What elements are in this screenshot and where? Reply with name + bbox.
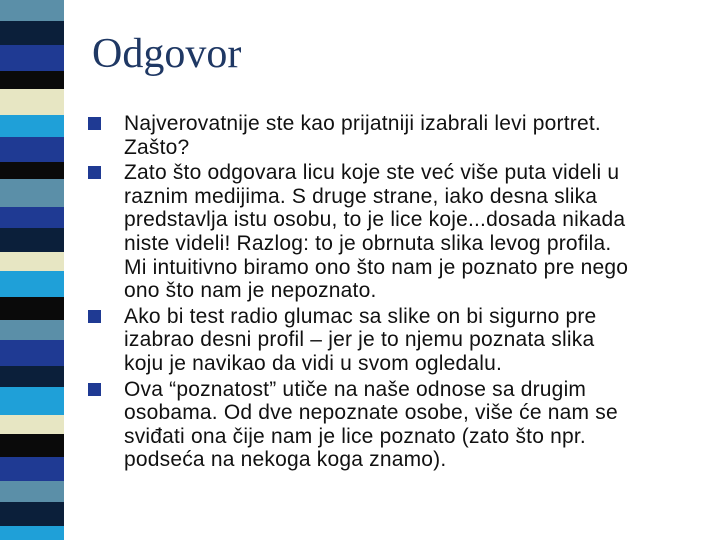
bullet-list	[88, 112, 700, 472]
bullet-text-line: Ako bi test radio glumac sa slike on bi sigurno pre	[124, 304, 597, 328]
bullet-text-line: osobama. Od dve nepoznate osobe, više će nam se	[124, 401, 618, 425]
slide-title: Odgovor	[92, 31, 242, 77]
stripe-block	[0, 21, 64, 45]
stripe-block	[0, 526, 64, 540]
bullet-item	[88, 112, 700, 159]
bullet-text-line: sviđati ona čije nam je lice poznato (zato što npr.	[124, 424, 586, 448]
stripe-block	[0, 0, 64, 21]
bullet-text-line: Mi intuitivno biramo ono što nam je poznato pre nego	[124, 255, 629, 279]
stripe-block	[0, 366, 64, 388]
stripe-block	[0, 45, 64, 72]
bullet-item	[88, 378, 700, 472]
square-bullet-icon	[88, 166, 101, 179]
bullet-text-line: podseća na nekoga koga znamo).	[124, 448, 447, 472]
square-bullet-icon	[88, 117, 101, 130]
bullet-text-line: koju je navikao da vidi u svom ogledalu.	[124, 351, 503, 375]
stripe-block	[0, 434, 64, 457]
stripe-block	[0, 207, 64, 228]
stripe-block	[0, 252, 64, 271]
bullet-text-line: niste videli! Razlog: to je obrnuta slika levog profila.	[124, 231, 612, 255]
bullet-item	[88, 161, 700, 303]
stripe-block	[0, 415, 64, 434]
square-bullet-icon	[88, 310, 101, 323]
stripe-block	[0, 89, 64, 115]
stripe-block	[0, 115, 64, 138]
stripe-block	[0, 387, 64, 414]
stripe-block	[0, 320, 64, 340]
stripe-block	[0, 481, 64, 502]
stripe-block	[0, 162, 64, 179]
bullet-text-line: Ova “poznatost” utiče na naše odnose sa drugim	[124, 377, 587, 401]
stripe-block	[0, 271, 64, 298]
square-bullet-icon	[88, 383, 101, 396]
stripe-block	[0, 71, 64, 89]
bullet-text-line: Zato što odgovara licu koje ste već više puta videli u	[124, 161, 620, 185]
bullet-text-line: ono što nam je nepoznato.	[124, 279, 377, 303]
stripe-block	[0, 228, 64, 252]
bullet-text-line: raznim medijima. S druge strane, iako desna slika	[124, 184, 598, 208]
bullet-item	[88, 305, 700, 376]
stripe-block	[0, 502, 64, 526]
decorative-stripe	[0, 0, 64, 540]
bullet-text-line: Zašto?	[124, 135, 190, 159]
stripe-block	[0, 137, 64, 162]
bullet-text-line: predstavlja istu osobu, to je lice koje...dosada nikada	[124, 208, 626, 232]
stripe-block	[0, 340, 64, 366]
stripe-block	[0, 179, 64, 207]
bullet-text-line: izabrao desni profil – jer je to njemu poznata slika	[124, 328, 595, 352]
stripe-block	[0, 297, 64, 320]
stripe-block	[0, 457, 64, 482]
bullet-text-line: Najverovatnije ste kao prijatniji izabrali levi portret.	[124, 112, 601, 135]
